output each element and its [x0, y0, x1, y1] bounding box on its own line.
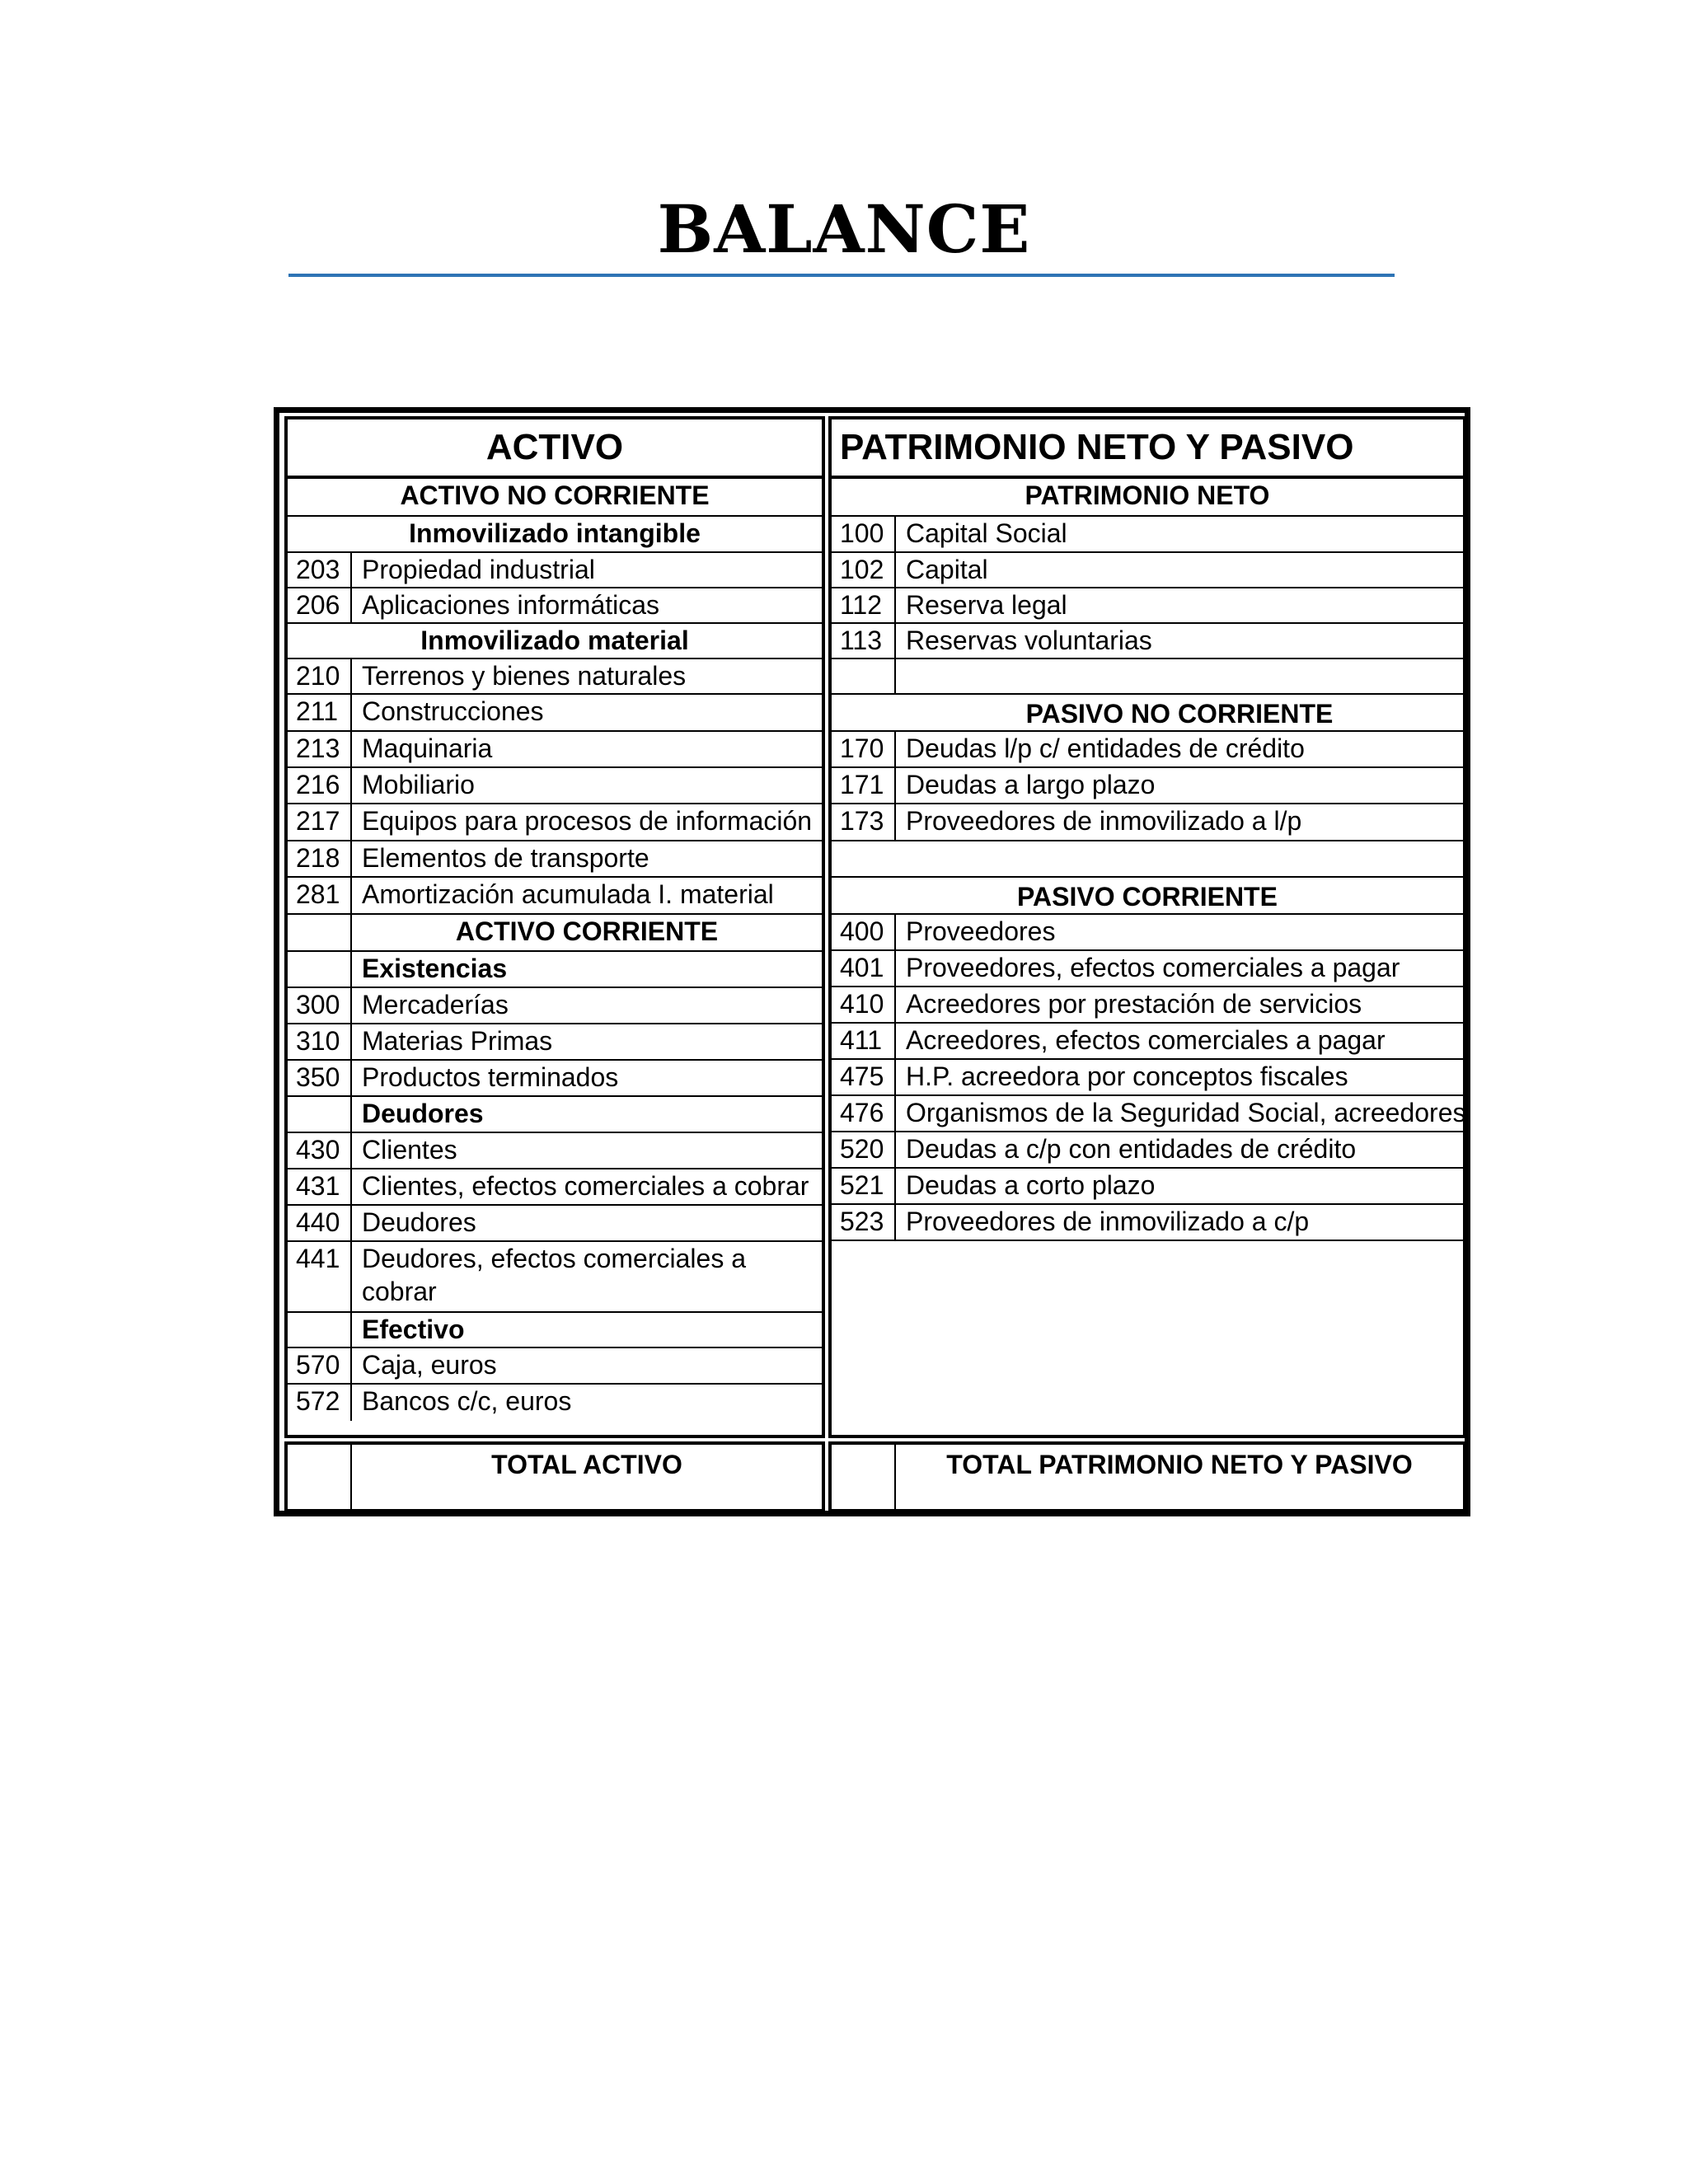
table-row	[288, 841, 822, 878]
account-name: Elementos de transporte	[362, 843, 649, 873]
account-code: 171	[832, 768, 896, 803]
account-code: 523	[832, 1205, 896, 1240]
table-row	[288, 1024, 822, 1061]
subsection-inmovilizado-material: Inmovilizado material	[420, 626, 689, 655]
account-name: H.P. acreedora por conceptos fiscales	[906, 1062, 1348, 1091]
table-row	[832, 1096, 1466, 1132]
account-name: Acreedores por prestación de servicios	[906, 989, 1362, 1019]
account-code: 431	[288, 1169, 352, 1204]
account-name: Deudas a corto plazo	[906, 1170, 1156, 1200]
account-code: 113	[832, 624, 896, 658]
table-row	[832, 1132, 1463, 1169]
table-row	[832, 517, 1463, 553]
account-name: Capital Social	[906, 518, 1067, 548]
title-underline	[288, 274, 1395, 277]
empty-code-cell	[288, 915, 352, 950]
empty-code-cell	[832, 659, 896, 693]
account-code: 411	[832, 1024, 896, 1058]
account-name: Construcciones	[362, 696, 544, 726]
empty-row	[832, 841, 1463, 878]
account-name: Propiedad industrial	[362, 555, 595, 584]
table-row	[288, 1169, 822, 1206]
account-code: 281	[288, 878, 352, 913]
table-row	[832, 951, 1463, 987]
section-pasivo-corriente: PASIVO CORRIENTE	[1017, 882, 1278, 912]
section-patrimonio-neto: PATRIMONIO NETO	[1025, 480, 1270, 510]
section-activo-no-corriente: ACTIVO NO CORRIENTE	[400, 480, 710, 510]
table-row	[288, 1206, 822, 1242]
account-name: Materias Primas	[362, 1026, 553, 1056]
table-row	[288, 1061, 822, 1097]
table-row	[832, 624, 1463, 659]
account-name: Caja, euros	[362, 1350, 497, 1380]
table-row	[832, 1024, 1463, 1060]
page-title: BALANCE	[657, 190, 1031, 268]
activo-column	[284, 416, 825, 1438]
account-name: Clientes, efectos comerciales a cobrar	[362, 1171, 809, 1201]
account-name: Equipos para procesos de información	[362, 806, 813, 836]
account-code: 210	[288, 659, 352, 693]
table-row	[288, 1242, 822, 1313]
account-name: Clientes	[362, 1135, 457, 1165]
account-code: 401	[832, 951, 896, 986]
account-name: Organismos de la Seguridad Social, acreedores	[906, 1098, 1466, 1127]
account-code: 410	[832, 987, 896, 1022]
account-code: 476	[832, 1096, 896, 1131]
account-name: Deudas a largo plazo	[906, 770, 1156, 799]
account-code: 211	[288, 695, 352, 730]
table-row	[832, 915, 1463, 951]
section-activo-corriente: ACTIVO CORRIENTE	[455, 916, 719, 946]
table-row	[288, 1385, 822, 1421]
subsection-efectivo: Efectivo	[362, 1315, 465, 1344]
account-name: Proveedores de inmovilizado a l/p	[906, 806, 1302, 836]
empty-code-cell	[832, 1445, 896, 1509]
balance-table	[274, 407, 1470, 1516]
table-row	[288, 768, 822, 804]
table-row	[832, 804, 1463, 841]
account-code: 102	[832, 553, 896, 587]
subsection-inmovilizado-intangible: Inmovilizado intangible	[409, 518, 701, 548]
account-code: 173	[832, 804, 896, 840]
account-code: 430	[288, 1133, 352, 1168]
section-pasivo-no-corriente: PASIVO NO CORRIENTE	[1025, 699, 1334, 729]
account-name: Proveedores	[906, 916, 1056, 946]
account-name: Mobiliario	[362, 770, 475, 799]
account-name: Aplicaciones informáticas	[362, 590, 660, 620]
table-row	[288, 732, 822, 768]
table-row	[832, 1169, 1463, 1205]
account-name: Bancos c/c, euros	[362, 1386, 572, 1416]
table-row	[832, 768, 1463, 804]
account-code: 400	[832, 915, 896, 949]
table-row	[288, 588, 822, 624]
total-pasivo-row	[828, 1441, 1466, 1512]
activo-header: ACTIVO	[288, 419, 822, 479]
table-row	[832, 1060, 1463, 1096]
account-name: Reservas voluntarias	[906, 626, 1152, 655]
total-activo-label: TOTAL ACTIVO	[491, 1450, 682, 1479]
account-code: 521	[832, 1169, 896, 1203]
empty-code-cell	[288, 952, 352, 987]
account-code: 572	[288, 1385, 352, 1421]
account-code: 310	[288, 1024, 352, 1059]
pasivo-column	[828, 416, 1466, 1438]
account-name: Capital	[906, 555, 988, 584]
account-code: 570	[288, 1348, 352, 1383]
account-name: Proveedores, efectos comerciales a pagar	[906, 953, 1400, 982]
account-code: 300	[288, 988, 352, 1023]
account-name: Acreedores, efectos comerciales a pagar	[906, 1025, 1386, 1055]
table-row	[288, 1133, 822, 1169]
subsection-existencias: Existencias	[362, 954, 508, 983]
account-name: Mercaderías	[362, 990, 509, 1019]
account-code: 216	[288, 768, 352, 803]
account-code: 350	[288, 1061, 352, 1095]
account-code: 475	[832, 1060, 896, 1094]
table-row	[288, 804, 822, 841]
table-row	[288, 988, 822, 1024]
account-name: Terrenos y bienes naturales	[362, 661, 687, 691]
table-row	[288, 1348, 822, 1385]
table-row	[832, 553, 1463, 588]
subsection-deudores: Deudores	[362, 1099, 484, 1128]
table-row	[832, 732, 1463, 768]
total-activo-row	[284, 1441, 825, 1512]
account-code: 112	[832, 588, 896, 622]
table-row	[832, 987, 1463, 1024]
account-name: Deudores, efectos comerciales a cobrar	[362, 1244, 746, 1306]
account-name: Productos terminados	[362, 1062, 619, 1092]
account-code: 206	[288, 588, 352, 622]
table-row	[288, 659, 822, 695]
account-name: Deudas a c/p con entidades de crédito	[906, 1134, 1357, 1164]
account-code: 441	[288, 1242, 352, 1311]
table-row	[288, 553, 822, 588]
account-name: Deudas l/p c/ entidades de crédito	[906, 733, 1305, 763]
table-row	[832, 1205, 1463, 1241]
empty-code-cell	[288, 1445, 352, 1509]
empty-name-cell	[896, 659, 1463, 693]
account-code: 100	[832, 517, 896, 551]
account-name: Amortización acumulada I. material	[362, 879, 774, 909]
pasivo-header: PATRIMONIO NETO Y PASIVO	[832, 419, 1463, 479]
account-code: 520	[832, 1132, 896, 1167]
account-code: 203	[288, 553, 352, 587]
empty-code-cell	[288, 1097, 352, 1132]
account-code: 213	[288, 732, 352, 766]
account-code: 218	[288, 841, 352, 876]
account-name: Maquinaria	[362, 733, 493, 763]
table-row	[832, 588, 1463, 624]
table-row	[288, 695, 822, 732]
table-row	[288, 878, 822, 915]
account-code: 170	[832, 732, 896, 766]
account-name: Deudores	[362, 1207, 476, 1237]
account-name: Proveedores de inmovilizado a c/p	[906, 1207, 1310, 1236]
empty-code-cell	[288, 1313, 352, 1347]
account-code: 217	[288, 804, 352, 840]
account-name: Reserva legal	[906, 590, 1067, 620]
empty-row	[832, 659, 1463, 695]
account-code: 440	[288, 1206, 352, 1240]
total-pasivo-label: TOTAL PATRIMONIO NETO Y PASIVO	[946, 1450, 1413, 1479]
empty-name-cell	[832, 841, 1463, 876]
